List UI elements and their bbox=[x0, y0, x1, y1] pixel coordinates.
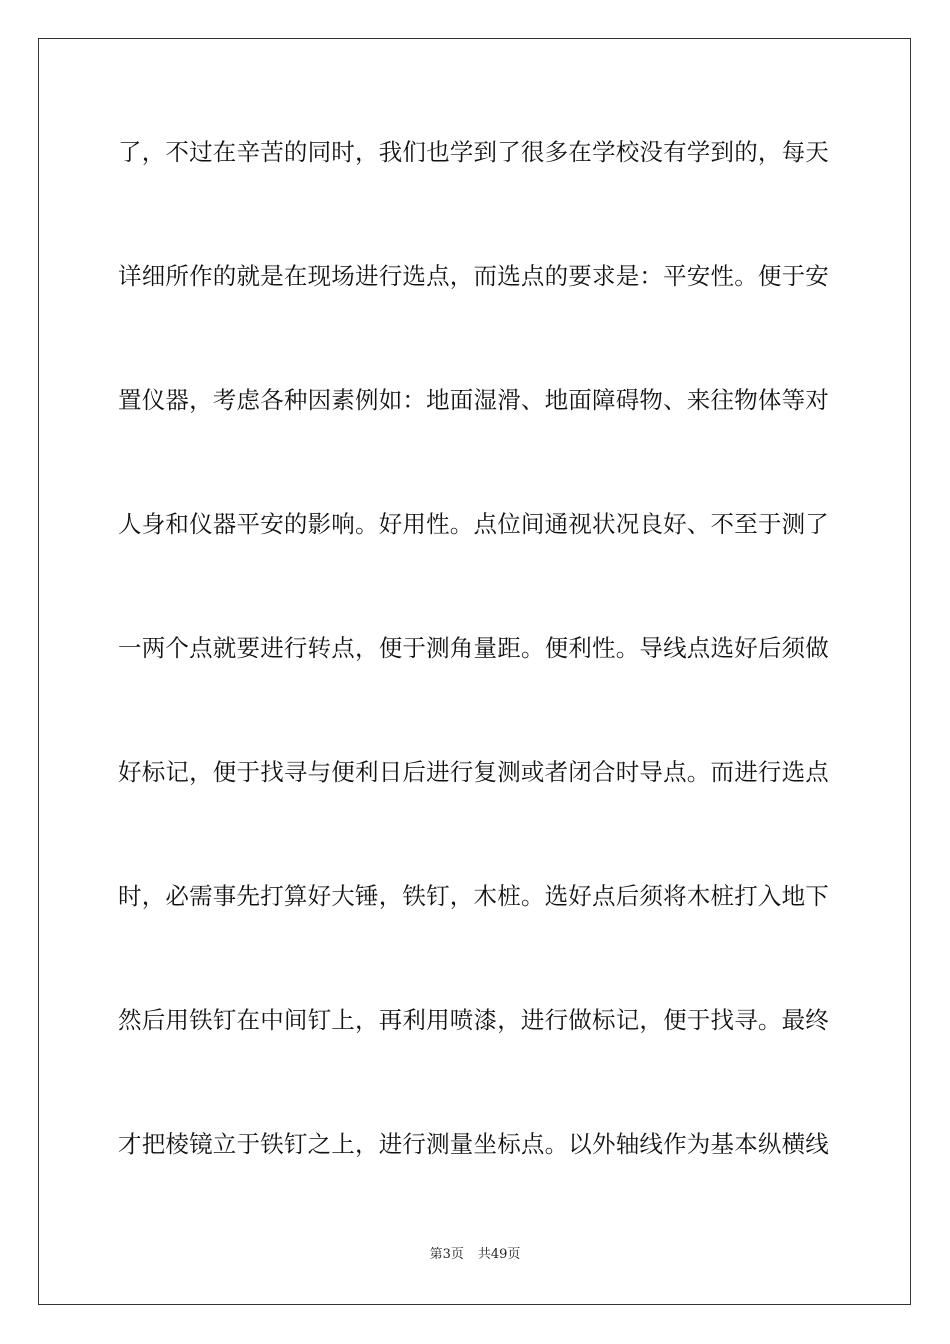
body-text-line: 置仪器，考虑各种因素例如：地面湿滑、地面障碍物、来往物体等对 bbox=[118, 386, 829, 414]
body-text-line: 才把棱镜立于铁钉之上，进行测量坐标点。以外轴线作为基本纵横线 bbox=[118, 1130, 829, 1158]
body-text-line: 一两个点就要进行转点，便于测角量距。便利性。导线点选好后须做 bbox=[118, 634, 829, 662]
body-text-line: 了，不过在辛苦的同时，我们也学到了很多在学校没有学到的，每天 bbox=[118, 138, 829, 166]
page-border bbox=[38, 38, 911, 1305]
body-text-line: 然后用铁钉在中间钉上，再利用喷漆，进行做标记，便于找寻。最终 bbox=[118, 1006, 829, 1034]
body-text-line: 人身和仪器平安的影响。好用性。点位间通视状况良好、不至于测了 bbox=[118, 510, 829, 538]
body-text-line: 时，必需事先打算好大锤，铁钉，木桩。选好点后须将木桩打入地下 bbox=[118, 882, 829, 910]
body-text-line: 详细所作的就是在现场进行选点，而选点的要求是：平安性。便于安 bbox=[118, 262, 829, 290]
page-footer bbox=[0, 1246, 950, 1264]
body-text-line: 好标记，便于找寻与便利日后进行复测或者闭合时导点。而进行选点 bbox=[118, 758, 829, 786]
current-page-number: 第3页 bbox=[429, 1247, 464, 1262]
total-page-count: 共49页 bbox=[477, 1247, 521, 1262]
